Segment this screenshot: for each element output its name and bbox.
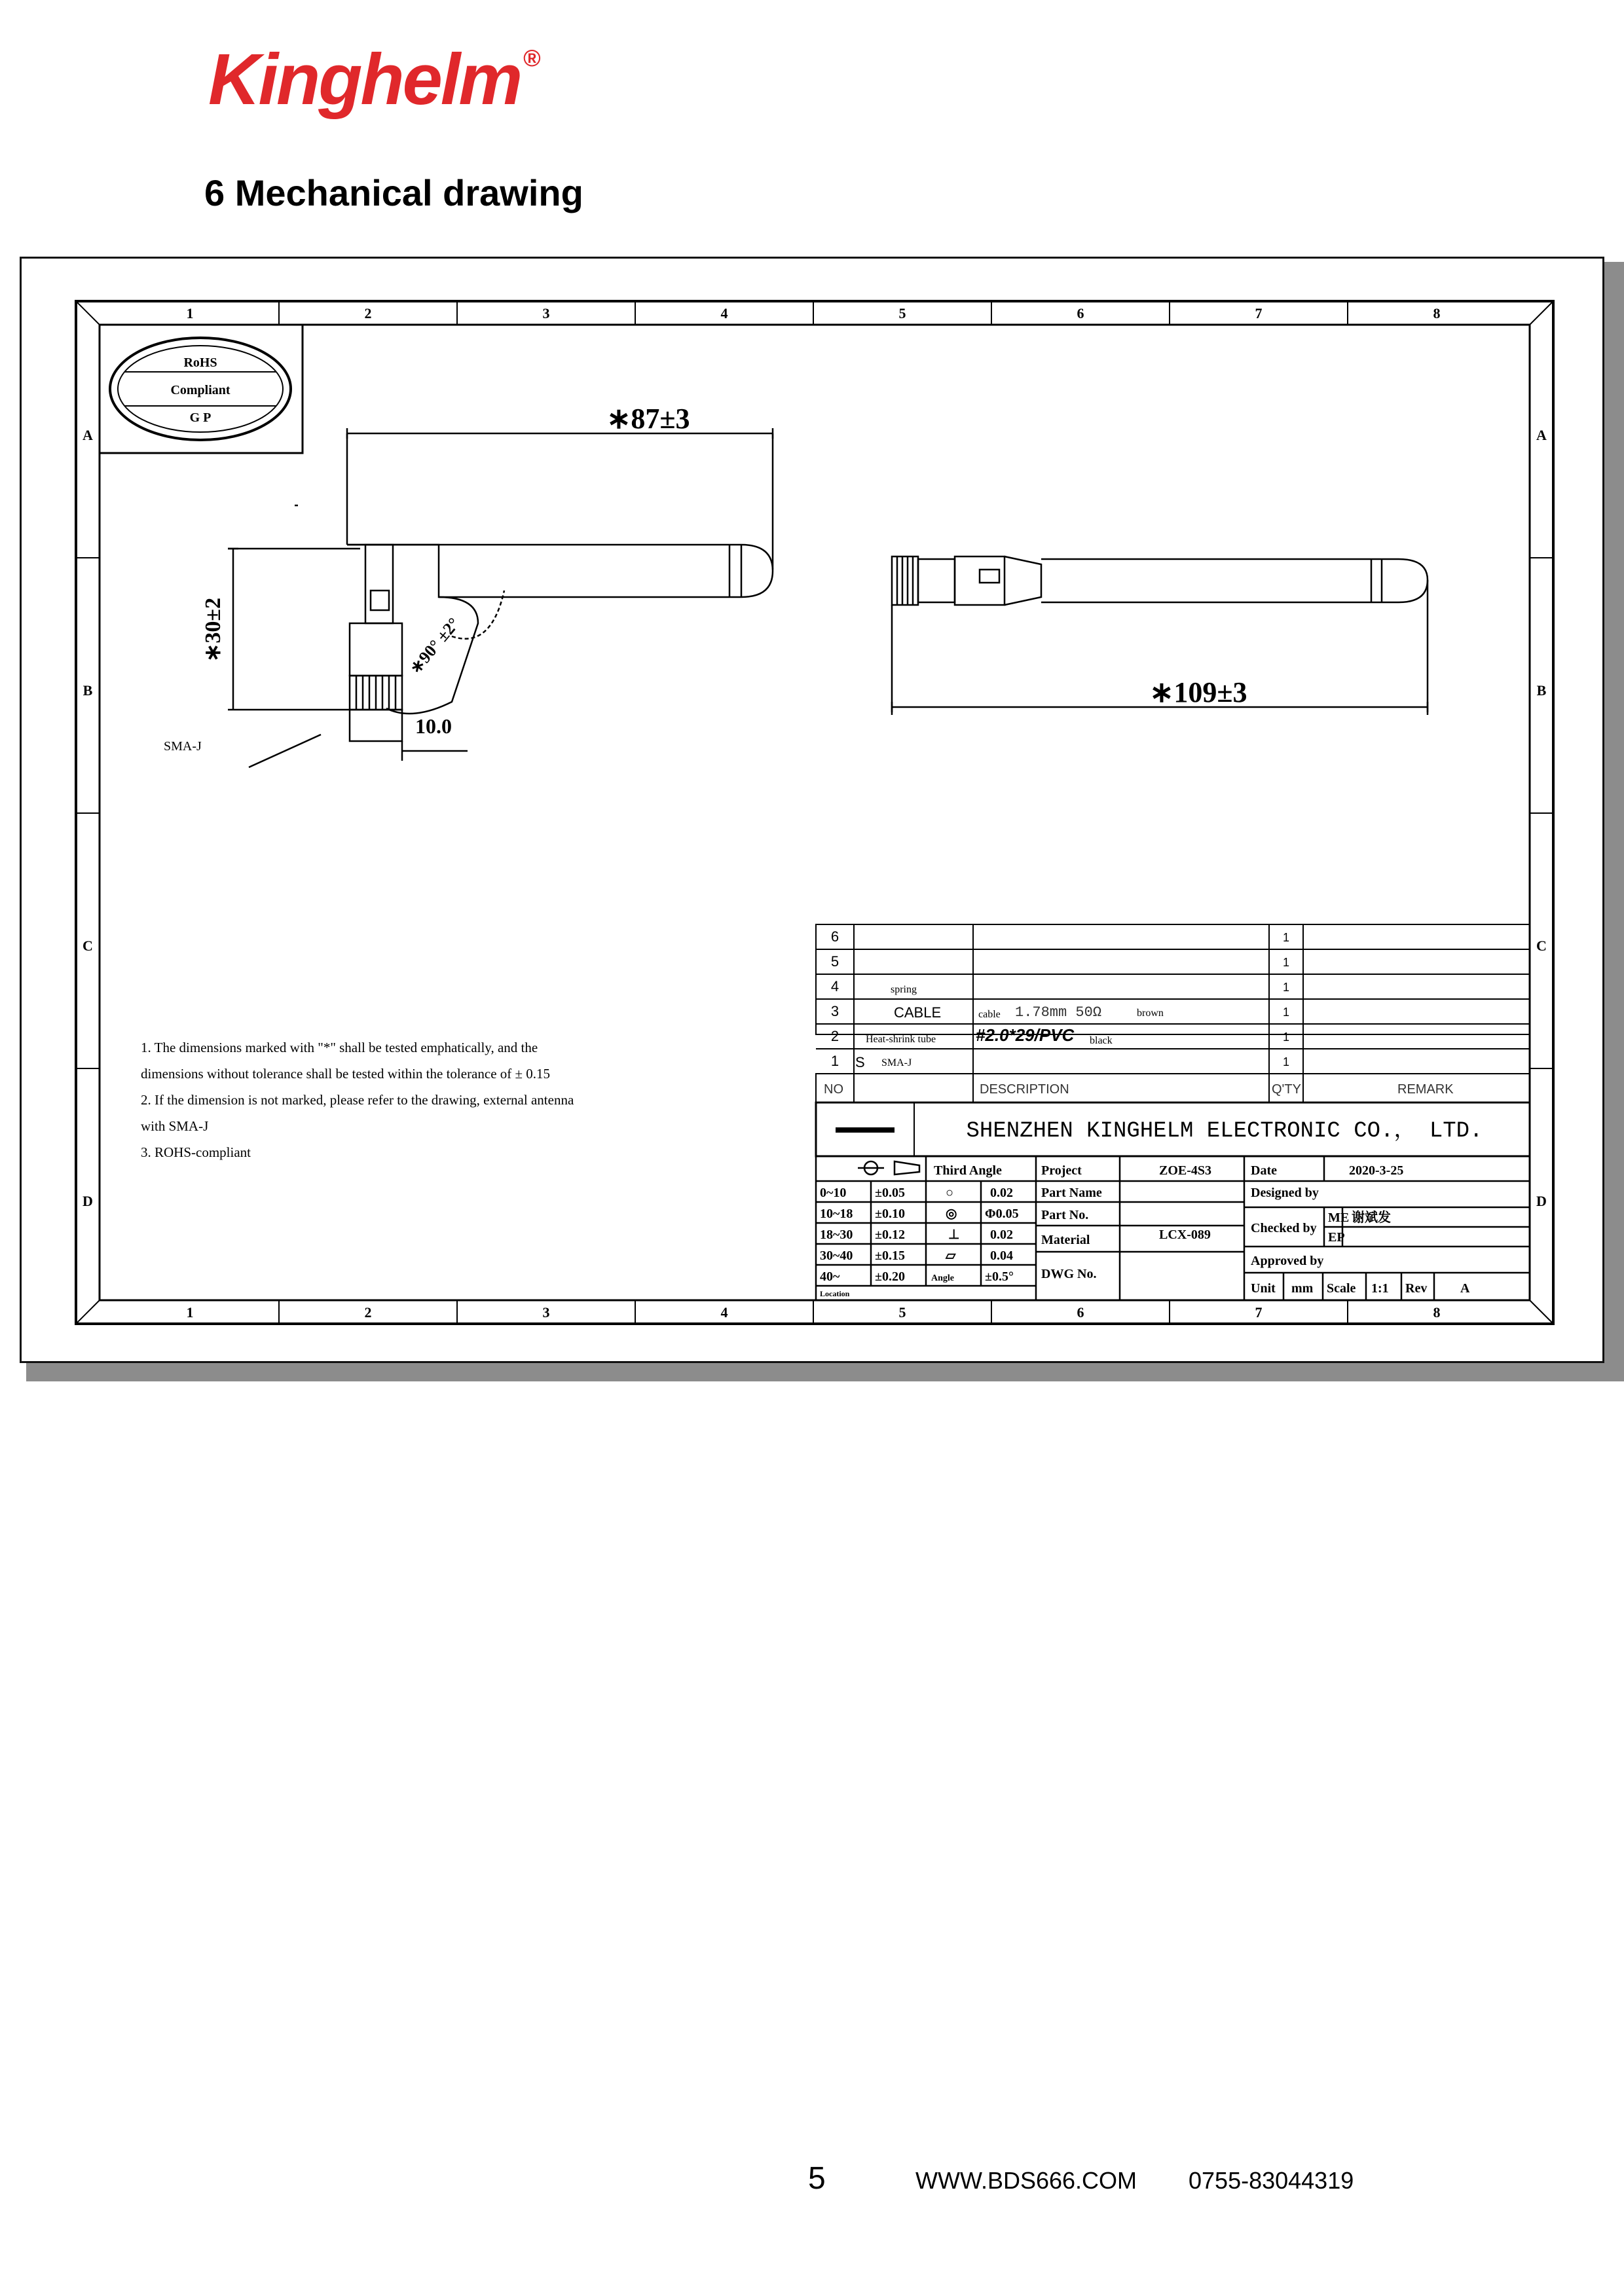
note-line-2: dimensions without tolerance shall be tested within the tolerance of ± 0.15 (141, 1066, 551, 1082)
company-name: SHENZHEN KINGHELM ELECTRONIC CO.， LTD. (966, 1119, 1483, 1144)
bom-name-3: CABLE (894, 1004, 942, 1021)
col-label-bottom-7: 7 (1255, 1304, 1263, 1321)
tb-ep-lbl: EP (1328, 1230, 1345, 1245)
logo-text: Kinghelm (208, 39, 521, 120)
bom-header-desc: DESCRIPTION (980, 1082, 1069, 1097)
note-line-1: 1. The dimensions marked with "*" shall be tested emphatically, and the (141, 1040, 538, 1055)
bom-header-qty: Q'TY (1272, 1082, 1301, 1097)
section-title: 6 Mechanical drawing (204, 172, 583, 213)
col-label-1: 1 (186, 305, 194, 321)
registered-mark: ® (523, 45, 539, 71)
sma-label-drawing: SMA-J (164, 739, 202, 754)
col-label-4: 4 (720, 305, 728, 321)
col-label-bottom-3: 3 (542, 1304, 550, 1321)
tb-part-name-lbl: Part Name (1041, 1186, 1102, 1200)
tb-material-val: LCX-089 (1159, 1228, 1211, 1242)
col-label-bottom-5: 5 (898, 1304, 906, 1321)
tb-checked-lbl: Checked by (1251, 1221, 1317, 1235)
tb-location: Location (820, 1289, 850, 1298)
dim-width-top: ∗87±3 (606, 403, 690, 435)
bom-qty-5: 1 (1282, 956, 1290, 969)
bom-name-1: S (855, 1054, 865, 1070)
drawing-notes (141, 1034, 730, 1165)
tb-gval-2: Φ0.05 (985, 1207, 1019, 1221)
col-label-bottom-2: 2 (364, 1304, 372, 1321)
tb-gval-3: 0.02 (990, 1228, 1013, 1242)
row-label-b: B (83, 682, 93, 699)
tb-unit-val: mm (1291, 1281, 1314, 1296)
col-label-6: 6 (1077, 305, 1084, 321)
col-label-bottom-6: 6 (1077, 1304, 1084, 1321)
company-logo-bar (836, 1127, 895, 1133)
column-ticks (76, 301, 1553, 1324)
tb-me-lbl: ME (1328, 1211, 1350, 1225)
tb-third-angle: Third Angle (934, 1163, 1002, 1178)
bom-qty-4: 1 (1282, 981, 1290, 994)
tb-material-lbl: Material (1041, 1233, 1090, 1247)
kinghelm-logo (208, 38, 539, 121)
col-label-8: 8 (1433, 305, 1441, 321)
tb-rev-val: A (1460, 1281, 1470, 1296)
dim-angle: ∗90° ±2° (405, 614, 464, 678)
rohs-line3: G P (189, 410, 212, 425)
footer-website: WWW.BDS666.COM (915, 2167, 1137, 2194)
bom-sma-label: SMA-J (881, 1057, 912, 1068)
col-label-2: 2 (364, 305, 372, 321)
bom-header-remark: REMARK (1397, 1082, 1454, 1097)
tb-range-1: 0~10 (820, 1186, 847, 1200)
dim-width-right: ∗109±3 (1149, 676, 1247, 708)
tb-designed-lbl: Designed by (1251, 1186, 1319, 1200)
tb-gsym-1: ○ (946, 1186, 954, 1200)
antenna-left-view (228, 428, 773, 767)
tb-gsym-5: Angle (931, 1273, 954, 1283)
tb-project-lbl: Project (1041, 1163, 1082, 1178)
tb-approved-lbl: Approved by (1251, 1254, 1324, 1268)
bom-no-4: 4 (830, 978, 840, 994)
tb-tol-5: ±0.20 (875, 1269, 905, 1284)
tb-gval-5: ±0.5° (985, 1269, 1014, 1284)
tb-scale-lbl: Scale (1327, 1281, 1356, 1296)
tb-gsym-2: ◎ (946, 1207, 957, 1221)
tb-project-val: ZOE-4S3 (1159, 1163, 1212, 1178)
rohs-line2: Compliant (170, 383, 231, 397)
tb-tol-4: ±0.15 (875, 1248, 905, 1263)
tb-range-3: 18~30 (820, 1228, 853, 1242)
row-label-c-right: C (1536, 938, 1547, 954)
tb-dwg-lbl: DWG No. (1041, 1267, 1097, 1281)
col-label-bottom-1: 1 (186, 1304, 194, 1321)
note-line-3: 2. If the dimension is not marked, please refer to the drawing, external antenna (141, 1092, 574, 1108)
tb-date-val: 2020-3-25 (1349, 1163, 1404, 1178)
tb-gval-4: 0.04 (990, 1248, 1013, 1263)
mechanical-drawing (20, 257, 1604, 1363)
bom-no-2: 2 (830, 1028, 840, 1044)
bom-qty-6: 1 (1282, 931, 1290, 944)
row-label-a-right: A (1536, 427, 1547, 443)
bom-no-3: 3 (830, 1003, 840, 1019)
row-label-d: D (83, 1193, 93, 1209)
bom-brown-label: brown (1137, 1008, 1164, 1019)
col-label-bottom-4: 4 (720, 1304, 728, 1321)
dim-height-side: ∗30±2 (201, 597, 225, 663)
tb-range-5: 40~ (820, 1269, 840, 1284)
bom-name-2: Heat-shrink tube (866, 1034, 936, 1045)
tb-me-val: 谢斌发 (1352, 1211, 1391, 1225)
bom-desc-3: 1.78mm 50Ω (1015, 1004, 1102, 1021)
tb-rev-lbl: Rev (1405, 1281, 1428, 1296)
tb-date-lbl: Date (1251, 1163, 1277, 1178)
note-line-4: with SMA-J (141, 1118, 209, 1134)
col-label-3: 3 (542, 305, 550, 321)
bom-qty-2: 1 (1282, 1030, 1290, 1044)
bom-no-1: 1 (830, 1053, 840, 1069)
bom-no-5: 5 (830, 953, 840, 970)
bom-qty-3: 1 (1282, 1006, 1290, 1019)
footer-phone: 0755-83044319 (1189, 2167, 1354, 2194)
bom-qty-1: 1 (1282, 1055, 1290, 1068)
tb-gsym-4: ▱ (946, 1248, 956, 1263)
row-label-a: A (83, 427, 93, 443)
tb-unit-lbl: Unit (1251, 1281, 1276, 1296)
row-label-d-right: D (1536, 1193, 1547, 1209)
bom-header-no: NO (824, 1082, 843, 1097)
row-label-c: C (83, 938, 93, 954)
bom-no-6: 6 (830, 928, 840, 945)
tb-gval-1: 0.02 (990, 1186, 1013, 1200)
col-label-5: 5 (898, 305, 906, 321)
bom-name-4: spring (891, 984, 917, 995)
col-label-7: 7 (1255, 305, 1263, 321)
bom-black-label: black (1090, 1035, 1113, 1046)
tb-part-no-lbl: Part No. (1041, 1208, 1089, 1222)
page-number: 5 (808, 2161, 826, 2196)
tb-range-4: 30~40 (820, 1248, 853, 1263)
col-label-bottom-8: 8 (1433, 1304, 1441, 1321)
tb-tol-3: ±0.12 (875, 1228, 905, 1242)
tb-gsym-3: ⊥ (948, 1228, 960, 1242)
tb-tol-1: ±0.05 (875, 1186, 905, 1200)
bom-desc-2: #2.0*29/PVC (976, 1025, 1075, 1045)
rohs-line1: RoHS (183, 355, 217, 370)
tb-range-2: 10~18 (820, 1207, 853, 1221)
tb-scale-val: 1:1 (1371, 1281, 1389, 1296)
note-line-5: 3. ROHS-compliant (141, 1144, 251, 1160)
bom-cable-label: cable (978, 1009, 1001, 1020)
row-label-b-right: B (1536, 682, 1547, 699)
dim-connector: 10.0 (415, 714, 452, 738)
tb-tol-2: ±0.10 (875, 1207, 905, 1221)
outer-frame (76, 301, 1553, 1324)
